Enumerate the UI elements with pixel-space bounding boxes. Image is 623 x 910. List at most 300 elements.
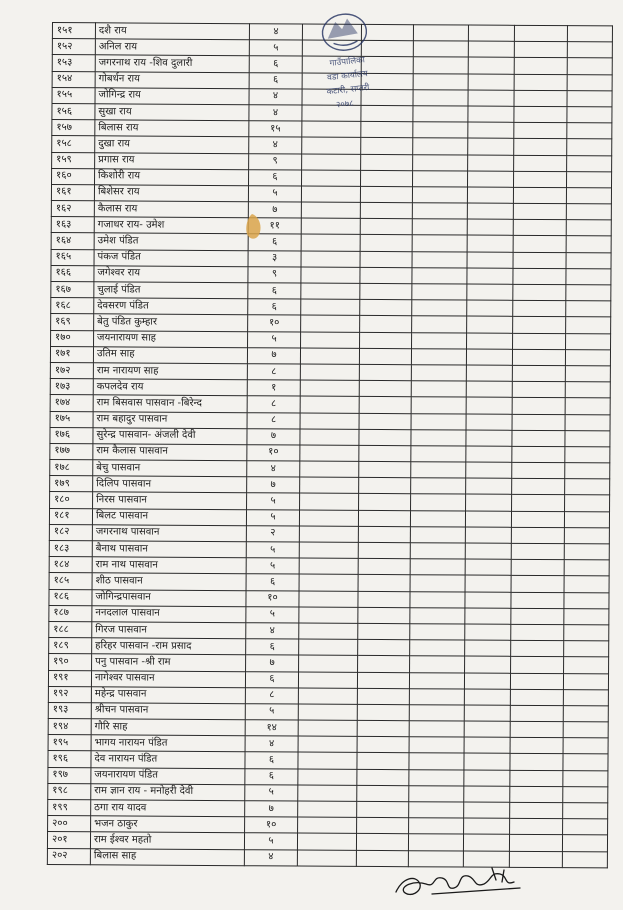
blank-cell xyxy=(467,300,513,316)
blank-cell xyxy=(409,705,464,722)
blank-cell xyxy=(358,623,410,640)
blank-cell xyxy=(413,89,468,106)
blank-cell xyxy=(566,204,611,220)
blank-cell xyxy=(566,188,611,204)
blank-cell xyxy=(359,494,411,511)
blank-cell xyxy=(567,155,612,171)
blank-cell xyxy=(298,785,357,802)
blank-cell xyxy=(300,429,359,446)
blank-cell xyxy=(512,349,565,366)
blank-cell xyxy=(466,414,512,430)
serial-number-cell: २०२ xyxy=(47,848,90,864)
name-cell: जोगिन्द्रपासवान xyxy=(92,589,246,606)
family-count-cell: ५ xyxy=(246,509,299,526)
blank-cell xyxy=(563,722,608,738)
serial-number-cell: १७७ xyxy=(50,443,93,459)
serial-number-cell: १८५ xyxy=(49,573,92,589)
blank-cell xyxy=(467,187,513,203)
blank-cell xyxy=(563,673,608,689)
blank-cell xyxy=(468,122,514,138)
serial-number-cell: १७० xyxy=(51,330,94,346)
blank-cell xyxy=(465,575,511,591)
blank-cell xyxy=(361,122,413,139)
serial-number-cell: १९५ xyxy=(48,735,91,751)
blank-cell xyxy=(513,333,566,350)
blank-cell xyxy=(413,138,468,155)
blank-cell xyxy=(359,461,411,478)
blank-cell xyxy=(302,170,361,187)
blank-cell xyxy=(563,786,608,802)
name-cell: जगेश्वर राय xyxy=(94,266,248,283)
blank-cell xyxy=(360,300,412,317)
stamp-seal-icon xyxy=(296,4,400,129)
serial-number-cell: १८८ xyxy=(49,621,92,637)
serial-number-cell: १५३ xyxy=(52,55,95,71)
family-count-cell: २ xyxy=(246,526,299,543)
name-cell: हरिहर पासवान -राम प्रसाद xyxy=(92,638,246,655)
blank-cell xyxy=(360,235,412,252)
blank-cell xyxy=(409,786,464,803)
blank-cell xyxy=(301,267,360,284)
blank-cell xyxy=(409,802,464,819)
blank-cell xyxy=(409,769,464,786)
blank-cell xyxy=(563,689,608,705)
family-count-cell: १० xyxy=(248,315,301,332)
family-count-cell: ४ xyxy=(247,461,300,478)
blank-cell xyxy=(466,478,512,494)
blank-cell xyxy=(468,25,514,41)
blank-cell xyxy=(413,25,468,42)
name-cell: ठगा राय यादव xyxy=(91,800,245,817)
blank-cell xyxy=(565,398,610,414)
blank-cell xyxy=(411,365,466,382)
blank-cell xyxy=(299,655,358,672)
blank-cell xyxy=(357,785,409,802)
blank-cell xyxy=(299,510,358,527)
blank-cell xyxy=(513,301,566,318)
blank-cell xyxy=(564,511,609,527)
blank-cell xyxy=(514,74,567,91)
blank-cell xyxy=(463,834,509,850)
blank-cell xyxy=(409,721,464,738)
blank-cell xyxy=(412,235,467,252)
signature xyxy=(392,862,532,904)
serial-number-cell: १९० xyxy=(49,654,92,670)
blank-cell xyxy=(359,445,411,462)
family-count-cell: ६ xyxy=(248,283,301,300)
name-cell: राम नाथ पासवान xyxy=(92,557,246,574)
family-count-cell: ११ xyxy=(248,218,301,235)
blank-cell xyxy=(357,769,409,786)
name-cell: देव नारायन पंडित xyxy=(91,751,245,768)
family-count-cell: ६ xyxy=(245,671,298,688)
blank-cell xyxy=(413,41,468,58)
blank-cell xyxy=(298,769,357,786)
blank-cell xyxy=(566,171,611,187)
blank-cell xyxy=(412,316,467,333)
blank-cell xyxy=(468,138,514,154)
name-cell: देवसरण पंडित xyxy=(94,298,248,315)
blank-cell xyxy=(467,333,513,349)
blank-cell xyxy=(298,801,357,818)
family-count-cell: ६ xyxy=(245,752,298,769)
name-cell: जगरनाथ पासवान xyxy=(92,525,246,542)
blank-cell xyxy=(465,656,511,672)
blank-cell xyxy=(513,284,566,301)
blank-cell xyxy=(360,219,412,236)
name-cell: राम कैलास पासवान xyxy=(93,444,247,461)
name-cell: राम ईश्वर महतो xyxy=(90,832,244,849)
blank-cell xyxy=(356,834,408,851)
blank-cell xyxy=(409,688,464,705)
blank-cell xyxy=(413,122,468,139)
blank-cell xyxy=(410,527,465,544)
blank-cell xyxy=(510,738,563,755)
name-cell: जगरनाथ राय -शिव दुलारी xyxy=(95,55,249,72)
blank-cell xyxy=(413,154,468,171)
blank-cell xyxy=(514,90,567,107)
family-count-cell: ६ xyxy=(249,72,302,89)
blank-cell xyxy=(358,640,410,657)
blank-cell xyxy=(564,592,609,608)
blank-cell xyxy=(408,834,463,851)
blank-cell xyxy=(412,203,467,220)
blank-cell xyxy=(410,575,465,592)
family-count-cell: ७ xyxy=(247,428,300,445)
family-count-cell: ७ xyxy=(248,202,301,219)
blank-cell xyxy=(511,657,564,674)
blank-cell xyxy=(465,640,511,656)
family-count-cell: ७ xyxy=(246,655,299,672)
blank-cell xyxy=(301,332,360,349)
name-cell: सुखा राय xyxy=(95,104,249,121)
name-cell: श्रीचन पासवान xyxy=(91,703,245,720)
family-count-cell: ७ xyxy=(247,477,300,494)
serial-number-cell: १६१ xyxy=(51,184,94,200)
serial-number-cell: १७३ xyxy=(50,379,93,395)
serial-number-cell: १८१ xyxy=(49,508,92,524)
blank-cell xyxy=(411,446,466,463)
blank-cell xyxy=(465,608,511,624)
blank-cell xyxy=(567,139,612,155)
blank-cell xyxy=(360,267,412,284)
blank-cell xyxy=(411,397,466,414)
blank-cell xyxy=(358,510,410,527)
name-cell: महेन्द्र पासवान xyxy=(91,686,245,703)
serial-number-cell: १९२ xyxy=(48,686,91,702)
blank-cell xyxy=(467,203,513,219)
name-cell: भागय नारायन पंडित xyxy=(91,735,245,752)
blank-cell xyxy=(411,494,466,511)
blank-cell xyxy=(563,819,608,835)
serial-number-cell: १८३ xyxy=(49,540,92,556)
name-cell: गोबर्धन राय xyxy=(95,71,249,88)
blank-cell xyxy=(511,511,564,528)
serial-number-cell: १६७ xyxy=(51,281,94,297)
blank-cell xyxy=(411,413,466,430)
blank-cell xyxy=(513,187,566,204)
blank-cell xyxy=(511,624,564,641)
blank-cell xyxy=(562,835,607,851)
blank-cell xyxy=(565,414,610,430)
blank-cell xyxy=(300,477,359,494)
blank-cell xyxy=(300,380,359,397)
name-cell: शीठ पासवान xyxy=(92,573,246,590)
family-count-cell: ८ xyxy=(247,364,300,381)
blank-cell xyxy=(409,753,464,770)
blank-cell xyxy=(565,463,610,479)
blank-cell xyxy=(565,382,610,398)
blank-cell xyxy=(361,154,413,171)
blank-cell xyxy=(299,607,358,624)
blank-cell xyxy=(300,364,359,381)
blank-cell xyxy=(563,738,608,754)
blank-cell xyxy=(509,835,562,852)
blank-cell xyxy=(563,803,608,819)
blank-cell xyxy=(468,106,514,122)
blank-cell xyxy=(412,332,467,349)
blank-cell xyxy=(413,106,468,123)
serial-number-cell: २०१ xyxy=(47,832,90,848)
blank-cell xyxy=(357,704,409,721)
blank-cell xyxy=(298,720,357,737)
family-count-cell: ८ xyxy=(247,396,300,413)
name-cell: बैनाथ पासवान xyxy=(92,541,246,558)
blank-cell xyxy=(513,203,566,220)
name-cell: बेतु पंडित कुम्हार xyxy=(94,314,248,331)
stamp-line: गाउँपालिका xyxy=(329,55,366,69)
blank-cell xyxy=(468,171,514,187)
family-count-cell: ६ xyxy=(249,56,302,73)
blank-cell xyxy=(409,672,464,689)
name-cell: कपलदेव राय xyxy=(93,379,247,396)
blank-cell xyxy=(514,42,567,59)
blank-cell xyxy=(464,802,510,818)
family-count-cell: ६ xyxy=(245,768,298,785)
blank-cell xyxy=(301,202,360,219)
family-count-cell: ४ xyxy=(249,88,302,105)
blank-cell xyxy=(300,396,359,413)
blank-cell xyxy=(361,138,413,155)
blank-cell xyxy=(299,542,358,559)
serial-number-cell: २०० xyxy=(48,816,91,832)
blank-cell xyxy=(411,381,466,398)
family-count-cell: ५ xyxy=(246,542,299,559)
blank-cell xyxy=(464,753,510,769)
blank-cell xyxy=(512,365,565,382)
name-cell: चुलाई पंडित xyxy=(94,282,248,299)
name-cell: राम बहादुर पासवान xyxy=(93,411,247,428)
serial-number-cell: १६५ xyxy=(51,249,94,265)
serial-number-cell: १७६ xyxy=(50,427,93,443)
name-cell: भजन ठाकुर xyxy=(91,816,245,833)
blank-cell xyxy=(413,73,468,90)
blank-cell xyxy=(511,560,564,577)
blank-cell xyxy=(468,57,514,73)
name-cell: राम ज्ञान राय - मनोहरी देवी xyxy=(91,784,245,801)
blank-cell xyxy=(301,283,360,300)
blank-cell xyxy=(301,251,360,268)
blank-cell xyxy=(411,348,466,365)
blank-cell xyxy=(411,429,466,446)
name-cell: पनु पासवान -श्री राम xyxy=(92,654,246,671)
blank-cell xyxy=(514,106,567,123)
serial-number-cell: १८६ xyxy=(49,589,92,605)
blank-cell xyxy=(567,74,612,90)
family-count-cell: ५ xyxy=(248,186,301,203)
blank-cell xyxy=(357,753,409,770)
blank-cell xyxy=(357,737,409,754)
blank-cell xyxy=(413,57,468,74)
blank-cell xyxy=(357,688,409,705)
serial-number-cell: १५९ xyxy=(52,152,95,168)
blank-cell xyxy=(567,42,612,58)
family-count-cell: ४ xyxy=(249,105,302,122)
blank-cell xyxy=(565,349,610,365)
serial-number-cell: १६३ xyxy=(51,217,94,233)
blank-cell xyxy=(511,640,564,657)
signature-icon xyxy=(392,862,532,904)
blank-cell xyxy=(467,235,513,251)
blank-cell xyxy=(299,623,358,640)
blank-cell xyxy=(358,575,410,592)
blank-cell xyxy=(302,154,361,171)
blank-cell xyxy=(565,366,610,382)
name-cell: बिलास राय xyxy=(95,120,249,137)
blank-cell xyxy=(410,607,465,624)
blank-cell xyxy=(467,268,513,284)
blank-cell xyxy=(301,315,360,332)
family-count-cell: ६ xyxy=(249,169,302,186)
family-count-cell: ७ xyxy=(245,801,298,818)
family-count-cell: ६ xyxy=(248,234,301,251)
blank-cell xyxy=(466,397,512,413)
blank-cell xyxy=(412,219,467,236)
family-count-cell: ६ xyxy=(248,299,301,316)
blank-cell xyxy=(464,786,510,802)
blank-cell xyxy=(357,801,409,818)
blank-cell xyxy=(566,236,611,252)
blank-cell xyxy=(511,576,564,593)
name-cell: जोगिन्द्र राय xyxy=(95,88,249,105)
blank-cell xyxy=(510,705,563,722)
serial-number-cell: १९१ xyxy=(48,670,91,686)
blank-cell xyxy=(514,122,567,139)
family-count-cell: ८ xyxy=(245,687,298,704)
family-count-cell: १४ xyxy=(245,720,298,737)
family-count-cell: १० xyxy=(246,590,299,607)
blank-cell xyxy=(299,639,358,656)
family-count-cell: ८ xyxy=(247,412,300,429)
blank-cell xyxy=(359,348,411,365)
blank-cell xyxy=(468,90,514,106)
family-count-cell: ४ xyxy=(245,736,298,753)
serial-number-cell: १७४ xyxy=(50,395,93,411)
ink-smudge xyxy=(244,212,264,242)
blank-cell xyxy=(360,283,412,300)
blank-cell xyxy=(359,413,411,430)
serial-number-cell: १५२ xyxy=(52,39,95,55)
blank-cell xyxy=(300,413,359,430)
name-cell: बिलट पासवान xyxy=(92,508,246,525)
blank-cell xyxy=(358,542,410,559)
blank-cell xyxy=(358,526,410,543)
family-count-cell: ३ xyxy=(248,250,301,267)
blank-cell xyxy=(464,737,510,753)
blank-cell xyxy=(468,155,514,171)
serial-number-cell: १९७ xyxy=(48,767,91,783)
serial-number-cell: १६९ xyxy=(51,314,94,330)
blank-cell xyxy=(412,284,467,301)
serial-number-cell: १५५ xyxy=(52,87,95,103)
blank-cell xyxy=(297,850,356,867)
serial-number-cell: १६८ xyxy=(51,298,94,314)
name-cell: जयनारायण साह xyxy=(94,330,248,347)
family-count-cell: १ xyxy=(247,380,300,397)
blank-cell xyxy=(358,656,410,673)
blank-cell xyxy=(360,316,412,333)
blank-cell xyxy=(563,706,608,722)
blank-cell xyxy=(564,641,609,657)
family-count-cell: १५ xyxy=(249,121,302,138)
blank-cell xyxy=(301,218,360,235)
serial-number-cell: १८९ xyxy=(49,638,92,654)
blank-cell xyxy=(468,41,514,57)
blank-cell xyxy=(359,429,411,446)
blank-cell xyxy=(298,817,357,834)
blank-cell xyxy=(565,479,610,495)
name-cell: सुरेन्द्र पासवान- अंजली देवी xyxy=(93,427,247,444)
serial-number-cell: १९३ xyxy=(48,702,91,718)
blank-cell xyxy=(361,170,413,187)
stamp-line: २०७८ xyxy=(335,98,355,111)
serial-number-cell: १८७ xyxy=(49,605,92,621)
blank-cell xyxy=(564,625,609,641)
serial-number-cell: १८० xyxy=(50,492,93,508)
family-count-cell: ५ xyxy=(248,331,301,348)
blank-cell xyxy=(298,752,357,769)
blank-cell xyxy=(300,348,359,365)
blank-cell xyxy=(566,220,611,236)
blank-cell xyxy=(410,591,465,608)
serial-number-cell: १५८ xyxy=(52,136,95,152)
name-cell: दुखा राय xyxy=(95,136,249,153)
blank-cell xyxy=(564,657,609,673)
blank-cell xyxy=(511,543,564,560)
blank-cell xyxy=(510,802,563,819)
family-count-cell: ९ xyxy=(249,153,302,170)
blank-cell xyxy=(466,462,512,478)
name-cell: अनिल राय xyxy=(95,39,249,56)
blank-cell xyxy=(360,186,412,203)
family-count-cell: १० xyxy=(245,817,298,834)
blank-cell xyxy=(566,317,611,333)
family-count-cell: ४ xyxy=(249,137,302,154)
blank-cell xyxy=(412,300,467,317)
family-count-cell: ५ xyxy=(245,785,298,802)
blank-cell xyxy=(467,316,513,332)
blank-cell xyxy=(409,818,464,835)
blank-cell xyxy=(564,544,609,560)
family-count-cell: ९ xyxy=(248,267,301,284)
stamp-line: कटारी, सप्तरी xyxy=(326,82,370,98)
family-count-cell: ४ xyxy=(246,623,299,640)
serial-number-cell: १७२ xyxy=(50,362,93,378)
blank-cell xyxy=(513,252,566,269)
blank-cell xyxy=(467,219,513,235)
blank-cell xyxy=(357,818,409,835)
family-count-cell: ५ xyxy=(244,833,297,850)
